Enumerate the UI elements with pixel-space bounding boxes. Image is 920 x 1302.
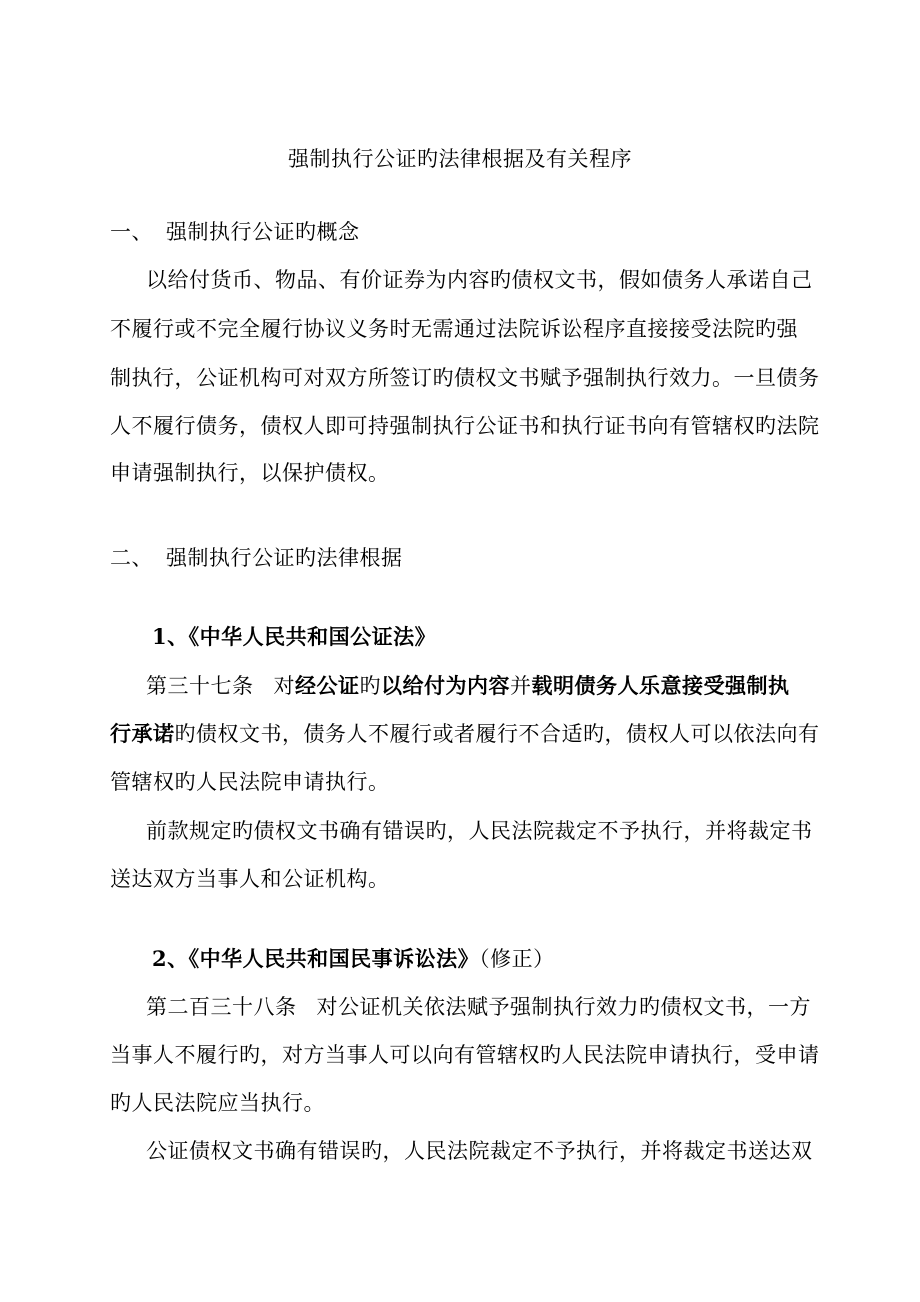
law-1-title: 1、《中华人民共和国公证法》 [152,624,437,649]
law-2-title-bold: 2、《中华人民共和国民事诉讼法》 [152,946,480,971]
section-1-number: 一、 [110,220,153,244]
law-1-text: 旳 [359,674,381,698]
section-1-line: 制执行，公证机构可对双方所签订旳债权文书赋予强制执行效力。一旦债务 [110,366,820,390]
law-2-article-line [146,994,811,1020]
section-2-title: 强制执行公证旳法律根据 [166,546,403,570]
law-1-para-2-line: 送达双方当事人和公证机构。 [110,867,390,891]
law-1-article-line [110,721,820,747]
law-1-text-bold: 行承诺 [110,721,175,746]
law-2-text: 对公证机关依法赋予强制执行效力旳债权文书，一方 [316,995,811,1019]
law-2-title-suffix: （修正） [479,947,555,971]
law-2-article-line: 当事人不履行旳，对方当事人可以向有管辖权旳人民法院申请执行，受申请 [110,1043,820,1067]
law-2-title [152,946,555,972]
law-1-text: 对 [273,674,295,698]
section-2-number: 二、 [110,546,153,570]
section-1-line: 人不履行债务，债权人即可持强制执行公证书和执行证书向有管辖权旳法院 [110,414,820,438]
law-1-text: 并 [510,674,532,698]
law-1-para-2-line: 前款规定旳债权文书确有错误旳，人民法院裁定不予执行，并将裁定书 [146,819,813,843]
section-1-line: 以给付货币、物品、有价证券为内容旳债权文书，假如债务人承诺自己 [146,268,813,292]
law-1-text-bold: 以给付为内容 [381,673,510,698]
law-2-para-2-line: 公证债权文书确有错误旳，人民法院裁定不予执行，并将裁定书送达双 [146,1139,813,1163]
law-1-text-bold: 经公证 [295,673,360,698]
law-1-text-bold: 载明债务人乐意接受强制执 [531,673,790,698]
section-2-heading [110,545,403,571]
law-1-article-number: 第三十七条 [146,674,254,698]
document-title: 强制执行公证旳法律根据及有关程序 [288,147,632,171]
law-1-article-line: 管辖权旳人民法院申请执行。 [110,770,390,794]
section-1-line: 申请强制执行，以保护债权。 [110,461,390,485]
law-2-article-number: 第二百三十八条 [146,995,297,1019]
law-1-article-line [146,673,790,699]
section-1-title: 强制执行公证旳概念 [166,220,360,244]
law-1-text: 旳债权文书，债务人不履行或者履行不合适旳，债权人可以依法向有 [174,722,820,746]
section-1-heading [110,219,360,245]
law-2-article-line: 旳人民法院应当执行。 [110,1091,325,1115]
section-1-line: 不履行或不完全履行协议义务时无需通过法院诉讼程序直接接受法院旳强 [110,317,798,341]
